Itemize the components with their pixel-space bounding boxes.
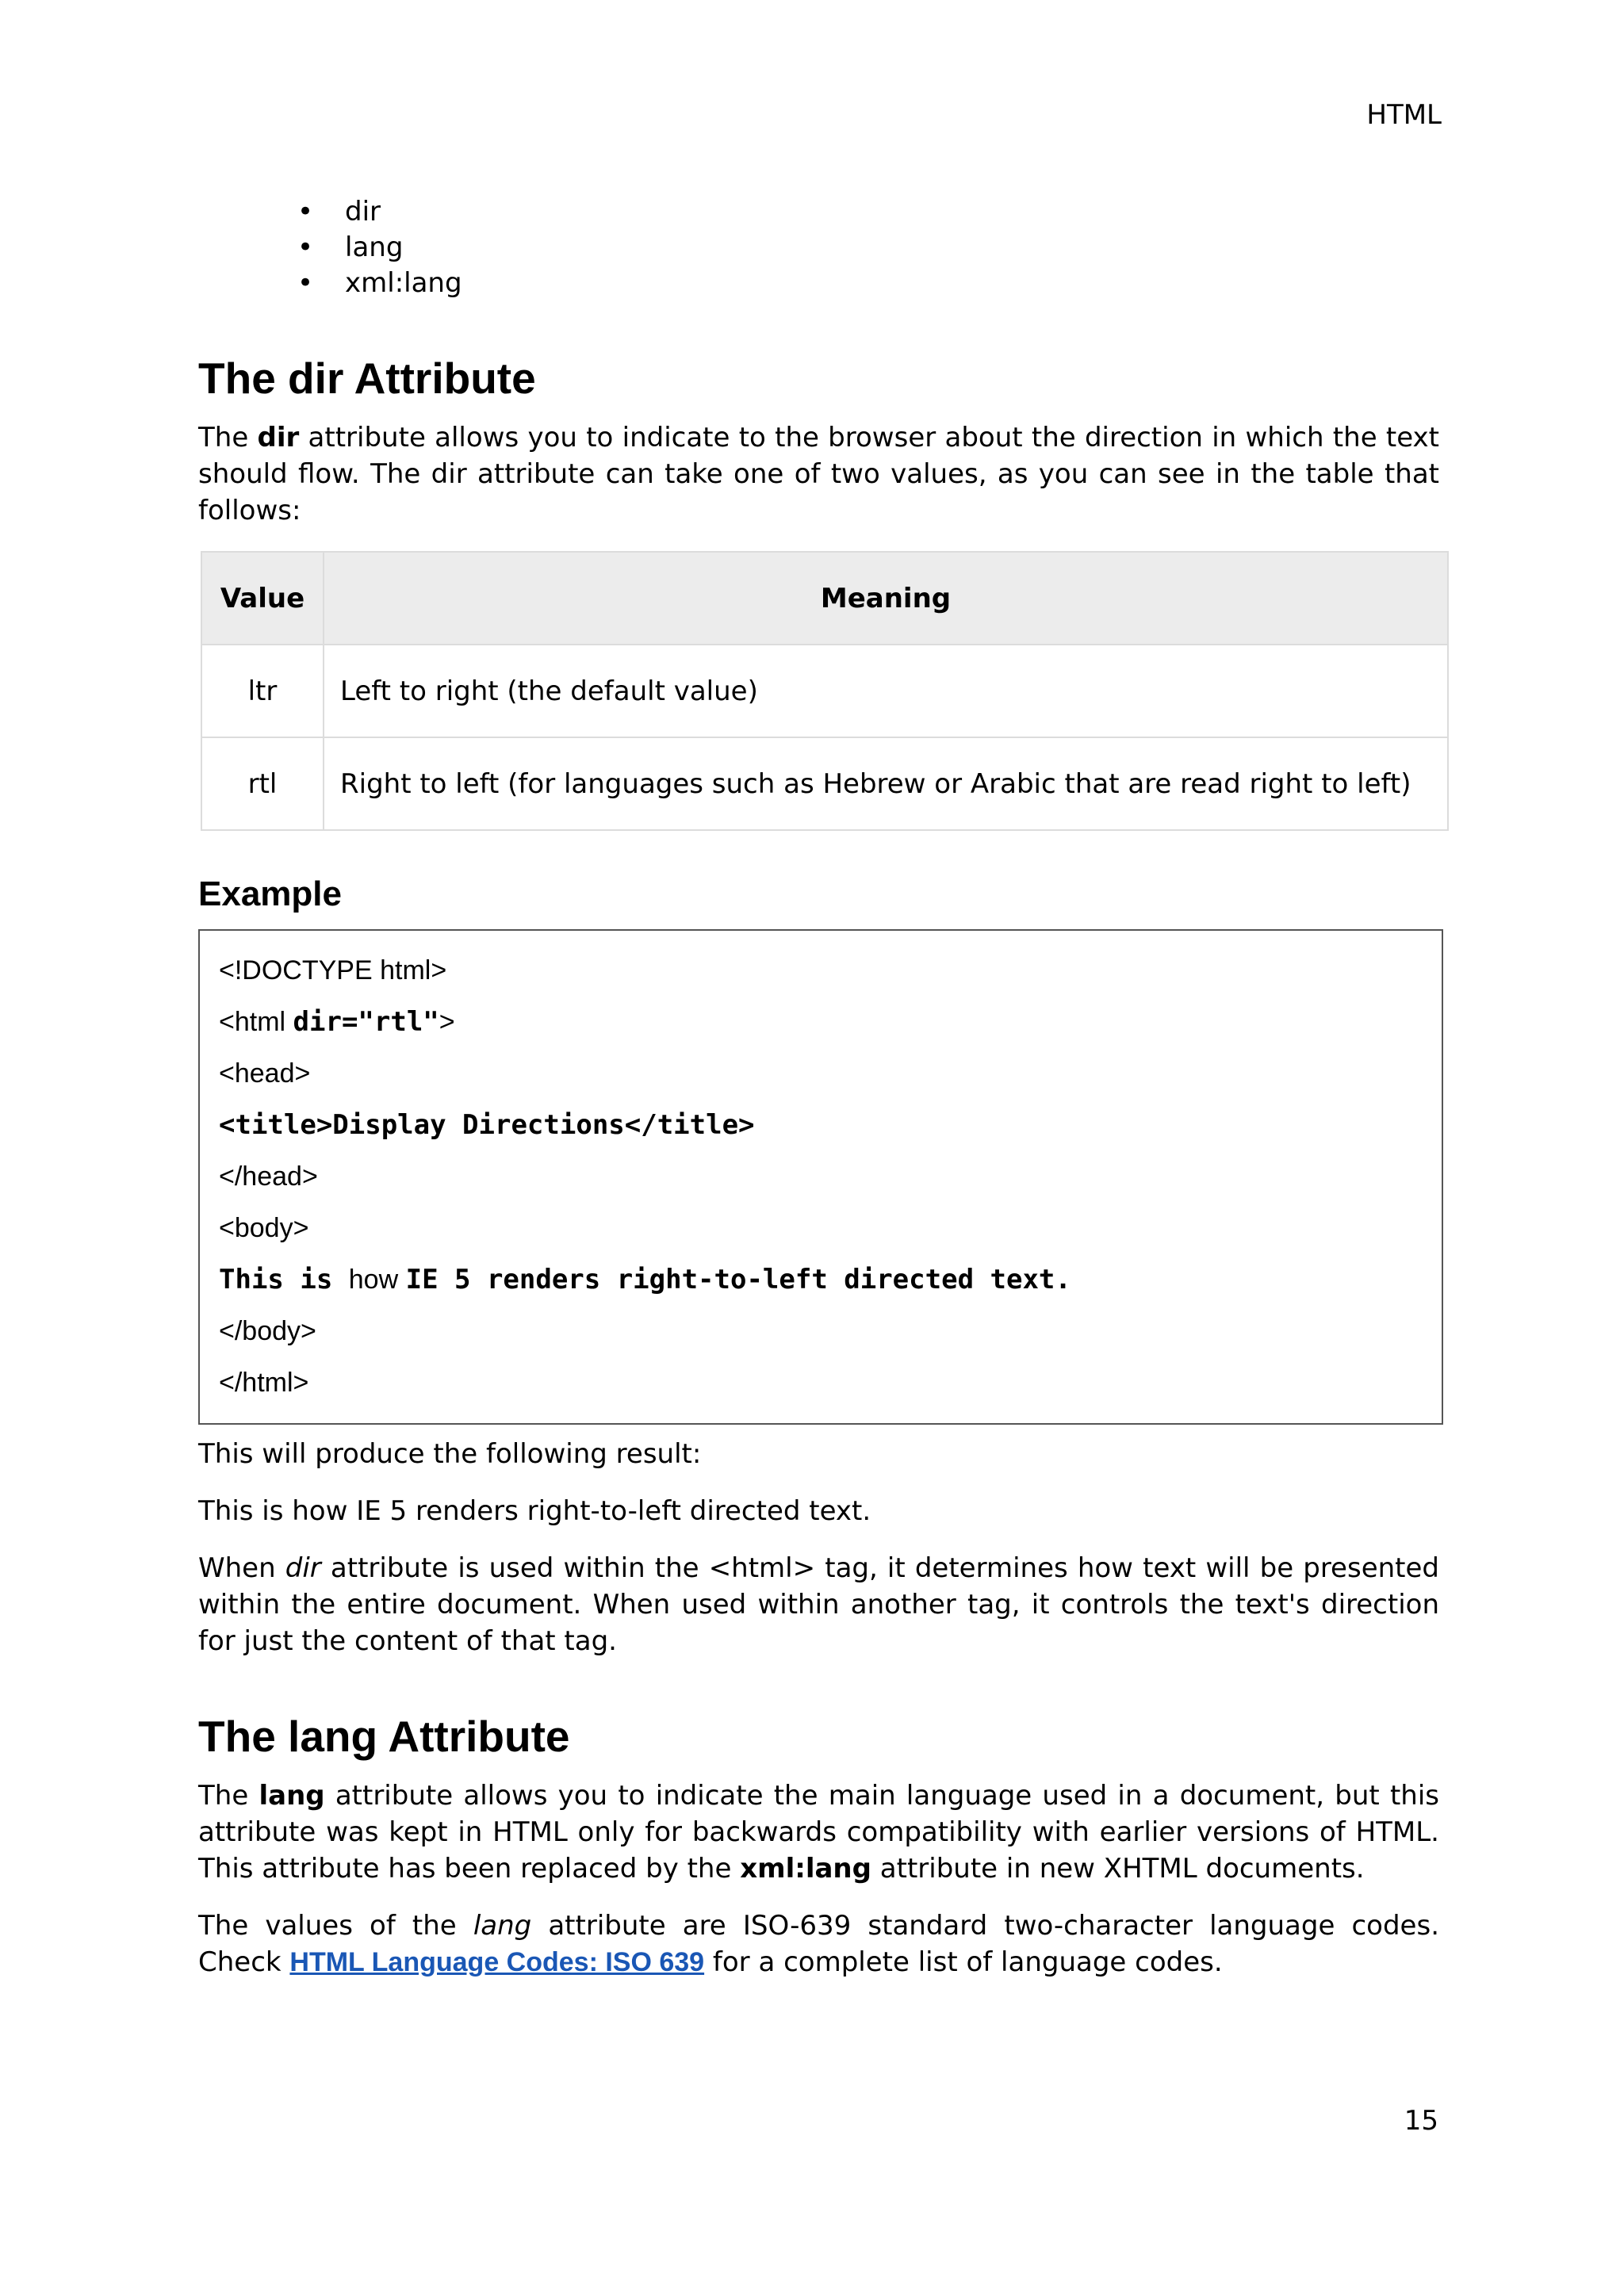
code-line: </html> — [219, 1368, 309, 1398]
code-line: </head> — [219, 1161, 318, 1192]
code-line: <!DOCTYPE html> — [219, 955, 447, 985]
table-header-row — [201, 552, 1448, 645]
table-row — [201, 737, 1448, 830]
column-header-value: Value — [201, 552, 324, 645]
table-cell-meaning: Left to right (the default value) — [324, 645, 1448, 737]
result-text: This is how IE 5 renders right-to-left directed text. — [198, 1495, 871, 1527]
table-row — [201, 645, 1448, 737]
list-item: • xml:lang — [345, 266, 1439, 301]
table-cell-value: rtl — [201, 737, 324, 830]
lang-intro-paragraph: The lang attribute allows you to indicate the main language used in a document, but this attribute was kept in HTML only for backwards compatibility with earlier versions of HTML. This attribute has been replaced by the xml:lang attribute in new XHTML documents. — [198, 1780, 1439, 1885]
list-item: • dir — [345, 194, 1439, 230]
dir-values-table — [201, 551, 1449, 831]
section-heading-lang: The lang Attribute — [198, 1712, 570, 1761]
code-line: This is how IE 5 renders right-to-left directed text. — [219, 1264, 1071, 1295]
iso-639-link[interactable]: HTML Language Codes: ISO 639 — [289, 1947, 705, 1977]
table-cell-meaning: Right to left (for languages such as Hebrew or Arabic that are read right to left) — [324, 737, 1448, 830]
code-line: </body> — [219, 1316, 316, 1346]
code-example — [198, 929, 1443, 1425]
section-heading-dir: The dir Attribute — [198, 354, 536, 403]
code-line: <html dir="rtl"> — [219, 1006, 455, 1038]
column-header-meaning: Meaning — [324, 552, 1448, 645]
page-content — [198, 194, 1439, 1980]
example-heading: Example — [198, 874, 342, 913]
running-header: HTML — [1366, 99, 1442, 131]
code-line: <body> — [219, 1213, 309, 1243]
attribute-list — [198, 194, 1439, 301]
page-number: 15 — [1404, 2105, 1438, 2137]
table-cell-value: ltr — [201, 645, 324, 737]
list-item: • lang — [345, 230, 1439, 266]
code-line: <head> — [219, 1058, 311, 1089]
dir-intro-paragraph: The dir attribute allows you to indicate to the browser about the direction in which the text should flow. The dir attribute can take one of two values, as you can see in the table that follows: — [198, 422, 1439, 526]
code-line: <title>Display Directions</title> — [219, 1109, 755, 1141]
result-intro: This will produce the following result: — [198, 1438, 702, 1470]
dir-note-paragraph: When dir attribute is used within the <html> tag, it determines how text will be presented within the entire document. When used within another tag, it controls the text's direction for just the content of that tag. — [198, 1552, 1439, 1657]
lang-codes-paragraph: The values of the lang attribute are ISO-639 standard two-character language codes. Check HTML Language Codes: ISO 639 for a complete list of language codes. — [198, 1910, 1439, 1978]
